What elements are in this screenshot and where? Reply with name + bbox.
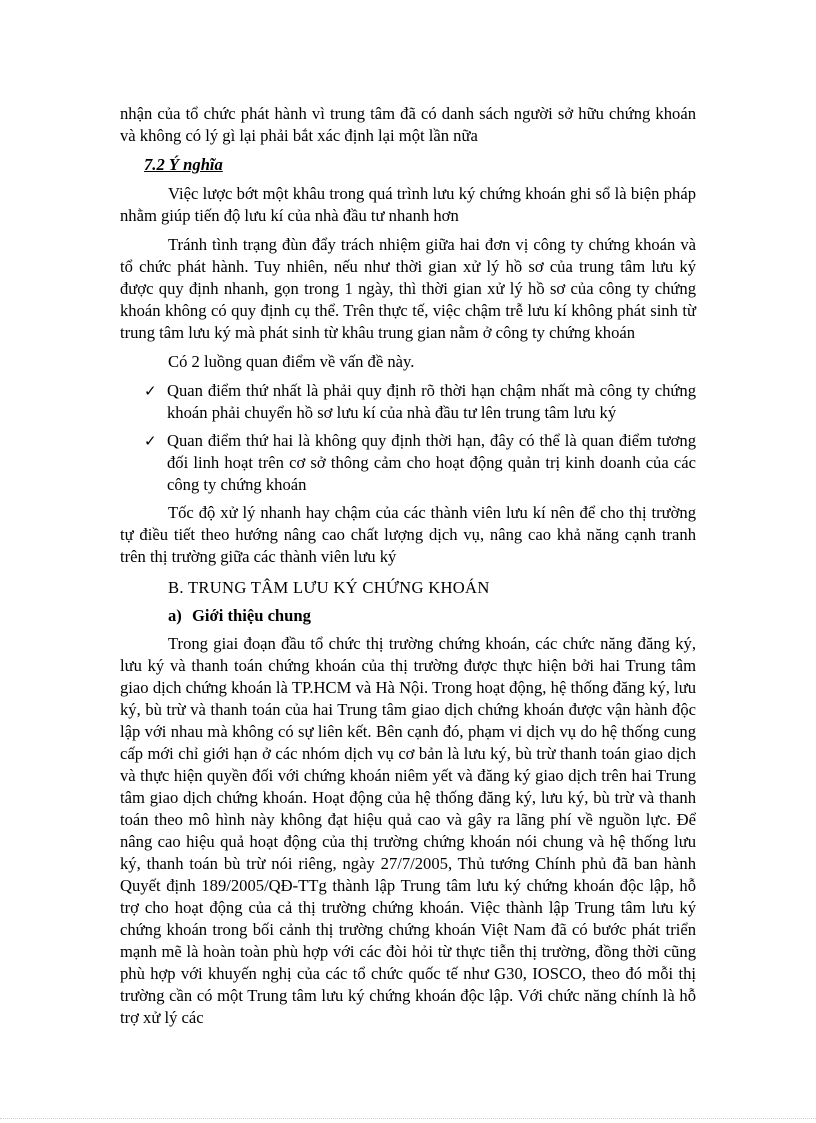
section-heading-7-2: 7.2 Ý nghĩa (144, 155, 223, 174)
paragraph-1: Việc lược bớt một khâu trong quá trình lưu ký chứng khoán ghi sổ là biện pháp nhằm giúp tiến độ lưu kí của nhà đầu tư nhanh hơn (120, 184, 696, 225)
bullet-item (144, 430, 696, 496)
subsection-heading-a (168, 605, 696, 627)
bullet-text: Quan điểm thứ hai là không quy định thời hạn, đây có thể là quan điểm tương đối linh hoạt trên cơ sở thông cảm cho hoạt động quản trị kinh doanh của các công ty chứng khoán (167, 431, 696, 494)
document-page (120, 103, 696, 1029)
section-heading-b: B. TRUNG TÂM LƯU KÝ CHỨNG KHOÁN (168, 578, 490, 597)
checkmark-icon: ✓ (144, 432, 157, 450)
paragraph-continuation: nhận của tổ chức phát hành vì trung tâm đã có danh sách người sở hữu chứng khoán và không có lý gì lại phải bắt xác định lại một lần nữa (120, 104, 696, 145)
checkmark-icon: ✓ (144, 382, 157, 400)
bullet-text: Quan điểm thứ nhất là phải quy định rõ thời hạn chậm nhất mà công ty chứng khoán phải chuyển hồ sơ lưu kí của nhà đầu tư lên trung tâm lưu ký (167, 381, 696, 422)
paragraph-4: Tốc độ xử lý nhanh hay chậm của các thành viên lưu kí nên để cho thị trường tự điều tiết theo hướng nâng cao chất lượng dịch vụ, nâng cao khả năng cạnh tranh trên thị trường giữa các thành viên lưu ký (120, 503, 696, 566)
paragraph-2: Tránh tình trạng đùn đẩy trách nhiệm giữa hai đơn vị công ty chứng khoán và tổ chức phát hành. Tuy nhiên, nếu như thời gian xử lý hồ sơ của trung tâm lưu ký được quy định nhanh, gọn trong 1 ngày, thì thời gian xử lý hồ sơ của công ty chứng khoán không có quy định cụ thể. Trên thực tế, việc chậm trễ lưu kí không phát sinh từ trung tâm lưu ký mà phát sinh từ khâu trung gian nằm ở công ty chứng khoán (120, 235, 696, 342)
paragraph-5: Trong giai đoạn đầu tổ chức thị trường chứng khoán, các chức năng đăng ký, lưu ký và thanh toán chứng khoán của thị trường được thực hiện bởi hai Trung tâm giao dịch chứng khoán là TP.HCM và Hà Nội. Trong hoạt động, hệ thống đăng ký, lưu ký, bù trừ và thanh toán của hai Trung tâm giao dịch chứng khoán được vận hành độc lập với nhau mà không có sự liên kết. Bên cạnh đó, phạm vi dịch vụ do hệ thống cung cấp mới chỉ giới hạn ở các nhóm dịch vụ cơ bản là lưu ký, bù trừ thanh toán giao dịch và thực hiện quyền đối với chứng khoán niêm yết và đăng ký giao dịch trên hai Trung tâm giao dịch chứng khoán. Hoạt động của hệ thống đăng ký, lưu ký, bù trừ và thanh toán theo mô hình này không đạt hiệu quả cao và gây ra lãng phí về nguồn lực. Để nâng cao hiệu quả hoạt động của thị trường chứng khoán nói chung và hệ thống lưu ký, thanh toán bù trừ nói riêng, ngày 27/7/2005, Thủ tướng Chính phủ đã ban hành Quyết định 189/2005/QĐ-TTg thành lập Trung tâm lưu ký chứng khoán độc lập, hỗ trợ cho hoạt động của cả thị trường chứng khoán. Việc thành lập Trung tâm lưu ký chứng khoán trong bối cảnh thị trường chứng khoán Việt Nam đã có bước phát triển mạnh mẽ là hoàn toàn phù hợp với các đòi hỏi từ thực tiễn thị trường, đồng thời cũng phù hợp với khuyến nghị của các tổ chức quốc tế như G30, IOSCO, theo đó mỗi thị trường cần có một Trung tâm lưu ký chứng khoán độc lập. Với chức năng chính là hỗ trợ xử lý các (120, 634, 696, 1027)
bullet-item (144, 380, 696, 424)
subsection-title: Giới thiệu chung (192, 606, 311, 625)
page-bottom-divider (0, 1118, 816, 1119)
paragraph-3: Có 2 luồng quan điểm về vấn đề này. (168, 352, 415, 371)
subsection-label: a) (168, 606, 182, 625)
